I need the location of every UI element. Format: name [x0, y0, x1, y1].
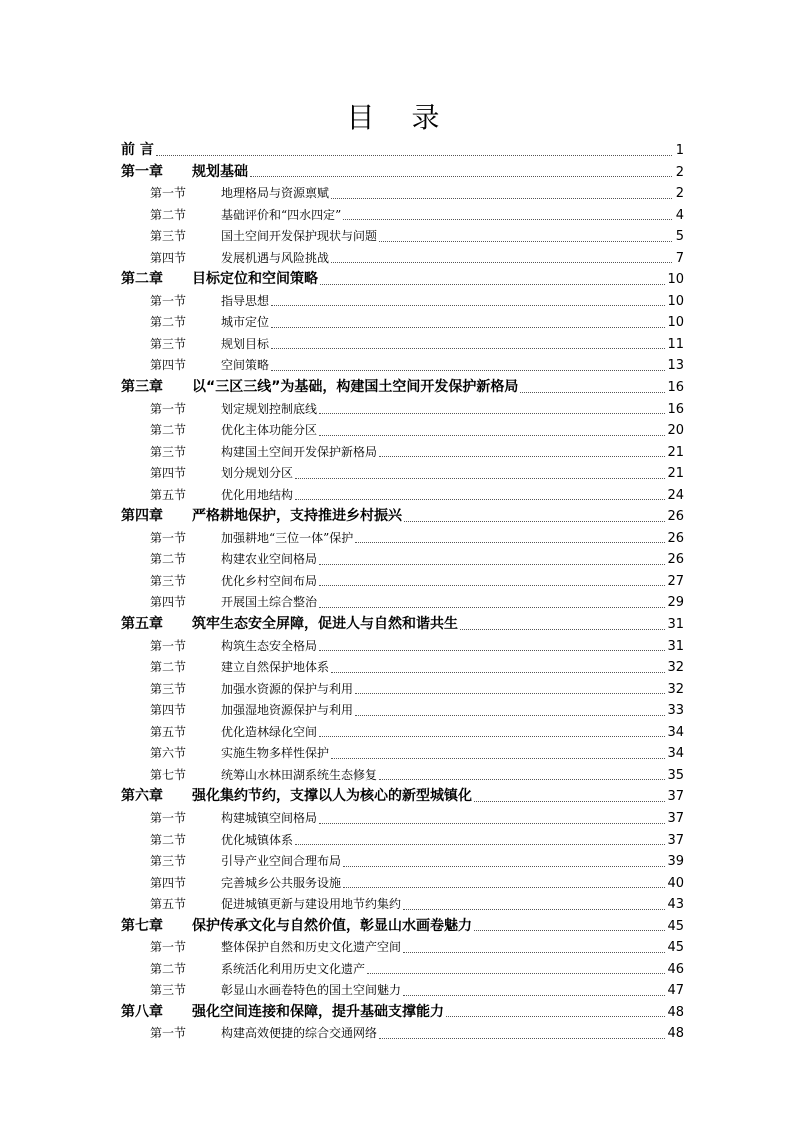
toc-dot-leader — [319, 736, 665, 737]
toc-section-entry[interactable] — [121, 636, 684, 658]
toc-entry-number: 第二章 — [121, 271, 163, 288]
toc-entry-number: 第一节 — [150, 638, 187, 653]
toc-entry-number: 第二节 — [150, 315, 187, 330]
toc-page-number: 32 — [667, 681, 684, 697]
toc-section-entry[interactable] — [121, 226, 684, 248]
toc-entry-title: 严格耕地保护，支持推进乡村振兴 — [192, 508, 402, 525]
toc-chapter-entry[interactable] — [121, 162, 684, 184]
toc-page-number: 27 — [667, 573, 684, 589]
toc-dot-leader — [319, 650, 665, 651]
toc-entry-number: 第一节 — [150, 186, 187, 201]
toc-page-number: 45 — [667, 940, 684, 956]
toc-entry-title: 促进城镇更新与建设用地节约集约 — [221, 897, 402, 912]
toc-section-entry[interactable] — [121, 894, 684, 916]
toc-dot-leader — [403, 952, 665, 953]
toc-dot-leader — [355, 715, 665, 716]
toc-entry-title: 强化集约节约，支撑以人为核心的新型城镇化 — [192, 788, 472, 805]
toc-entry-number: 第二节 — [150, 423, 187, 438]
toc-entry-title: 规划目标 — [221, 336, 270, 351]
toc-section-entry[interactable] — [121, 248, 684, 270]
toc-section-entry[interactable] — [121, 851, 684, 873]
toc-entry-title: 加强水资源的保护与利用 — [221, 681, 354, 696]
toc-page-number: 29 — [667, 595, 684, 611]
toc-entry-number: 第三节 — [150, 573, 187, 588]
toc-page-number: 34 — [667, 724, 684, 740]
toc-entry-number: 第一节 — [150, 401, 187, 416]
toc-page-number: 43 — [667, 897, 684, 913]
toc-entry-title: 地理格局与资源禀赋 — [221, 186, 330, 201]
toc-entry-number: 第四节 — [150, 466, 187, 481]
toc-page-number: 2 — [675, 186, 684, 202]
toc-entry-number: 第三节 — [150, 681, 187, 696]
toc-entry-title: 城市定位 — [221, 315, 270, 330]
toc-section-entry[interactable] — [121, 312, 684, 334]
toc-section-entry[interactable] — [121, 549, 684, 571]
toc-entry-title: 建立自然保护地体系 — [221, 660, 330, 675]
toc-dot-leader — [446, 1016, 665, 1017]
toc-dot-leader — [474, 930, 665, 931]
toc-entry-number: 第一节 — [150, 530, 187, 545]
toc-page-number: 48 — [667, 1004, 684, 1020]
toc-entry-number: 第四节 — [150, 250, 187, 265]
toc-chapter-entry[interactable] — [121, 786, 684, 808]
toc-entry-title: 优化用地结构 — [221, 487, 294, 502]
toc-entry-number: 第三章 — [121, 379, 163, 396]
toc-entry-title: 完善城乡公共服务设施 — [221, 875, 342, 890]
toc-dot-leader — [271, 348, 665, 349]
toc-chapter-entry[interactable] — [121, 377, 684, 399]
toc-dot-leader — [331, 262, 672, 263]
toc-entry-number: 第三节 — [150, 983, 187, 998]
toc-dot-leader — [460, 629, 665, 630]
toc-dot-leader — [404, 521, 665, 522]
toc-entry-title: 发展机遇与风险挑战 — [221, 250, 330, 265]
toc-entry-title: 筑牢生态安全屏障，促进人与自然和谐共生 — [192, 616, 458, 633]
toc-entry-title: 构建国土空间开发保护新格局 — [221, 444, 378, 459]
toc-entry-number: 第三节 — [150, 229, 187, 244]
toc-entry-title: 空间策略 — [221, 358, 270, 373]
toc-entry-title: 强化空间连接和保障，提升基础支撑能力 — [192, 1003, 444, 1020]
toc-dot-leader — [331, 672, 665, 673]
toc-entry-number: 第七章 — [121, 917, 163, 934]
toc-dot-leader — [156, 155, 672, 156]
toc-entry-title: 整体保护自然和历史文化遗产空间 — [221, 940, 402, 955]
toc-entry-number: 第八章 — [121, 1003, 163, 1020]
toc-section-entry[interactable] — [121, 205, 684, 227]
toc-section-entry[interactable] — [121, 722, 684, 744]
toc-entry-title: 划定规划控制底线 — [221, 401, 318, 416]
toc-entry-number: 第三节 — [150, 854, 187, 869]
toc-entry-number: 第四章 — [121, 508, 163, 525]
toc-page-number: 7 — [675, 250, 684, 266]
toc-section-entry[interactable] — [121, 420, 684, 442]
toc-entry-title: 构建城镇空间格局 — [221, 810, 318, 825]
toc-page-number: 16 — [667, 401, 684, 417]
toc-dot-leader — [319, 435, 665, 436]
toc-entry-number: 第一节 — [150, 293, 187, 308]
toc-section-entry[interactable] — [121, 291, 684, 313]
toc-entry-title: 基础评价和“四水四定” — [221, 207, 342, 222]
toc-page-number: 32 — [667, 660, 684, 676]
toc-section-entry[interactable] — [121, 399, 684, 421]
toc-entry-number: 第二节 — [150, 207, 187, 222]
toc-page-number: 21 — [667, 466, 684, 482]
toc-entry-title: 加强耕地“三位一体”保护 — [221, 530, 354, 545]
toc-page-number: 4 — [675, 207, 684, 223]
toc-dot-leader — [379, 456, 665, 457]
toc-entry-number: 第二节 — [150, 961, 187, 976]
toc-dot-leader — [271, 370, 665, 371]
toc-entry-number: 第二节 — [150, 660, 187, 675]
toc-entry-title: 指导思想 — [221, 293, 270, 308]
toc-page-number: 48 — [667, 1026, 684, 1042]
toc-entry-number: 前 言 — [121, 142, 154, 158]
toc-page-number: 10 — [667, 293, 684, 309]
toc-dot-leader — [271, 305, 665, 306]
toc-section-entry[interactable] — [121, 334, 684, 356]
toc-entry-number: 第一节 — [150, 1026, 187, 1041]
toc-entry-number: 第五节 — [150, 487, 187, 502]
toc-page-number: 2 — [675, 164, 684, 180]
toc-dot-leader — [319, 413, 665, 414]
toc-dot-leader — [343, 866, 665, 867]
toc-dot-leader — [343, 887, 665, 888]
toc-entry-number: 第二节 — [150, 832, 187, 847]
toc-section-entry[interactable] — [121, 592, 684, 614]
toc-dot-leader — [319, 564, 665, 565]
toc-entry-title: 开展国土综合整治 — [221, 595, 318, 610]
toc-dot-leader — [331, 758, 665, 759]
page-title: 目 录 — [346, 101, 454, 134]
toc-section-entry[interactable] — [121, 808, 684, 830]
toc-entry-number: 第三节 — [150, 336, 187, 351]
toc-entry-title: 保护传承文化与自然价值，彰显山水画卷魅力 — [192, 917, 472, 934]
toc-entry-number: 第二节 — [150, 552, 187, 567]
toc-dot-leader — [379, 1038, 665, 1039]
toc-section-entry[interactable] — [121, 765, 684, 787]
toc-chapter-entry[interactable] — [121, 140, 684, 162]
toc-section-entry[interactable] — [121, 873, 684, 895]
toc-section-entry[interactable] — [121, 442, 684, 464]
toc-entry-number: 第五节 — [150, 724, 187, 739]
toc-page-number: 39 — [667, 854, 684, 870]
toc-page-number: 37 — [667, 789, 684, 805]
toc-page-number: 45 — [667, 918, 684, 934]
toc-entry-number: 第四节 — [150, 595, 187, 610]
toc-dot-leader — [295, 844, 665, 845]
toc-page-number: 26 — [667, 530, 684, 546]
toc-entry-number: 第一节 — [150, 810, 187, 825]
toc-entry-title: 优化造林绿化空间 — [221, 724, 318, 739]
toc-entry-number: 第六章 — [121, 788, 163, 805]
toc-dot-leader — [250, 176, 672, 177]
toc-page-number: 46 — [667, 961, 684, 977]
toc-entry-title: 以“三区三线”为基础，构建国土空间开发保护新格局 — [192, 379, 519, 396]
toc-entry-number: 第一节 — [150, 940, 187, 955]
toc-page-number: 10 — [667, 272, 684, 288]
toc-entry-title: 系统活化利用历史文化遗产 — [221, 961, 366, 976]
toc-dot-leader — [355, 693, 665, 694]
toc-section-entry[interactable] — [121, 743, 684, 765]
toc-page-number: 31 — [667, 638, 684, 654]
toc-section-entry[interactable] — [121, 571, 684, 593]
table-of-contents — [121, 140, 684, 1045]
toc-section-entry[interactable] — [121, 700, 684, 722]
toc-chapter-entry[interactable] — [121, 1002, 684, 1024]
toc-entry-title: 优化主体功能分区 — [221, 423, 318, 438]
toc-entry-title: 统筹山水林田湖系统生态修复 — [221, 767, 378, 782]
toc-page-number: 10 — [667, 315, 684, 331]
toc-page-number: 20 — [667, 423, 684, 439]
toc-section-entry[interactable] — [121, 959, 684, 981]
toc-dot-leader — [403, 909, 665, 910]
toc-dot-leader — [403, 995, 665, 996]
toc-page-number: 31 — [667, 617, 684, 633]
toc-page-number: 34 — [667, 746, 684, 762]
toc-entry-title: 优化乡村空间布局 — [221, 573, 318, 588]
toc-section-entry[interactable] — [121, 657, 684, 679]
toc-section-entry[interactable] — [121, 463, 684, 485]
toc-page-number: 33 — [667, 703, 684, 719]
toc-dot-leader — [319, 607, 665, 608]
toc-dot-leader — [320, 284, 665, 285]
toc-page-number: 16 — [667, 380, 684, 396]
toc-entry-number: 第四节 — [150, 358, 187, 373]
toc-entry-number: 第一章 — [121, 163, 163, 180]
toc-entry-title: 构建高效便捷的综合交通网络 — [221, 1026, 378, 1041]
toc-dot-leader — [271, 327, 665, 328]
toc-section-entry[interactable] — [121, 830, 684, 852]
toc-dot-leader — [343, 219, 672, 220]
toc-chapter-entry[interactable] — [121, 614, 684, 636]
toc-page-number: 40 — [667, 875, 684, 891]
toc-entry-title: 目标定位和空间策略 — [192, 271, 318, 288]
toc-dot-leader — [379, 241, 672, 242]
toc-page-number: 26 — [667, 509, 684, 525]
toc-page-number: 21 — [667, 444, 684, 460]
toc-entry-title: 实施生物多样性保护 — [221, 746, 330, 761]
toc-section-entry[interactable] — [121, 937, 684, 959]
toc-section-entry[interactable] — [121, 679, 684, 701]
toc-chapter-entry[interactable] — [121, 916, 684, 938]
toc-entry-number: 第三节 — [150, 444, 187, 459]
toc-entry-number: 第六节 — [150, 746, 187, 761]
toc-entry-number: 第四节 — [150, 703, 187, 718]
toc-dot-leader — [355, 542, 665, 543]
toc-section-entry[interactable] — [121, 980, 684, 1002]
toc-entry-title: 规划基础 — [192, 163, 248, 180]
toc-page-number: 1 — [675, 143, 684, 158]
toc-chapter-entry[interactable] — [121, 269, 684, 291]
toc-page-number: 35 — [667, 767, 684, 783]
toc-entry-title: 优化城镇体系 — [221, 832, 294, 847]
toc-dot-leader — [474, 801, 665, 802]
toc-entry-number: 第四节 — [150, 875, 187, 890]
toc-entry-title: 构筑生态安全格局 — [221, 638, 318, 653]
toc-entry-title: 引导产业空间合理布局 — [221, 854, 342, 869]
toc-dot-leader — [379, 779, 665, 780]
toc-page-number: 11 — [667, 336, 684, 352]
toc-section-entry[interactable] — [121, 485, 684, 507]
toc-section-entry[interactable] — [121, 1023, 684, 1045]
toc-entry-title: 构建农业空间格局 — [221, 552, 318, 567]
toc-section-entry[interactable] — [121, 183, 684, 205]
toc-entry-title: 划分规划分区 — [221, 466, 294, 481]
toc-page-number: 5 — [675, 229, 684, 245]
toc-entry-number: 第七节 — [150, 767, 187, 782]
toc-page-number: 13 — [667, 358, 684, 374]
toc-entry-number: 第五章 — [121, 616, 163, 633]
toc-dot-leader — [319, 585, 665, 586]
toc-page-number: 37 — [667, 810, 684, 826]
toc-page-number: 37 — [667, 832, 684, 848]
toc-page-number: 24 — [667, 487, 684, 503]
toc-dot-leader — [367, 973, 665, 974]
toc-dot-leader — [331, 198, 672, 199]
toc-dot-leader — [295, 499, 665, 500]
toc-section-entry[interactable] — [121, 355, 684, 377]
toc-entry-title: 加强湿地资源保护与利用 — [221, 703, 354, 718]
toc-dot-leader — [319, 823, 665, 824]
toc-section-entry[interactable] — [121, 528, 684, 550]
toc-entry-title: 国土空间开发保护现状与问题 — [221, 229, 378, 244]
toc-page-number: 47 — [667, 983, 684, 999]
toc-page-number: 26 — [667, 552, 684, 568]
toc-entry-title: 彰显山水画卷特色的国土空间魅力 — [221, 983, 402, 998]
toc-entry-number: 第五节 — [150, 897, 187, 912]
toc-chapter-entry[interactable] — [121, 506, 684, 528]
toc-dot-leader — [520, 392, 665, 393]
toc-dot-leader — [295, 478, 665, 479]
